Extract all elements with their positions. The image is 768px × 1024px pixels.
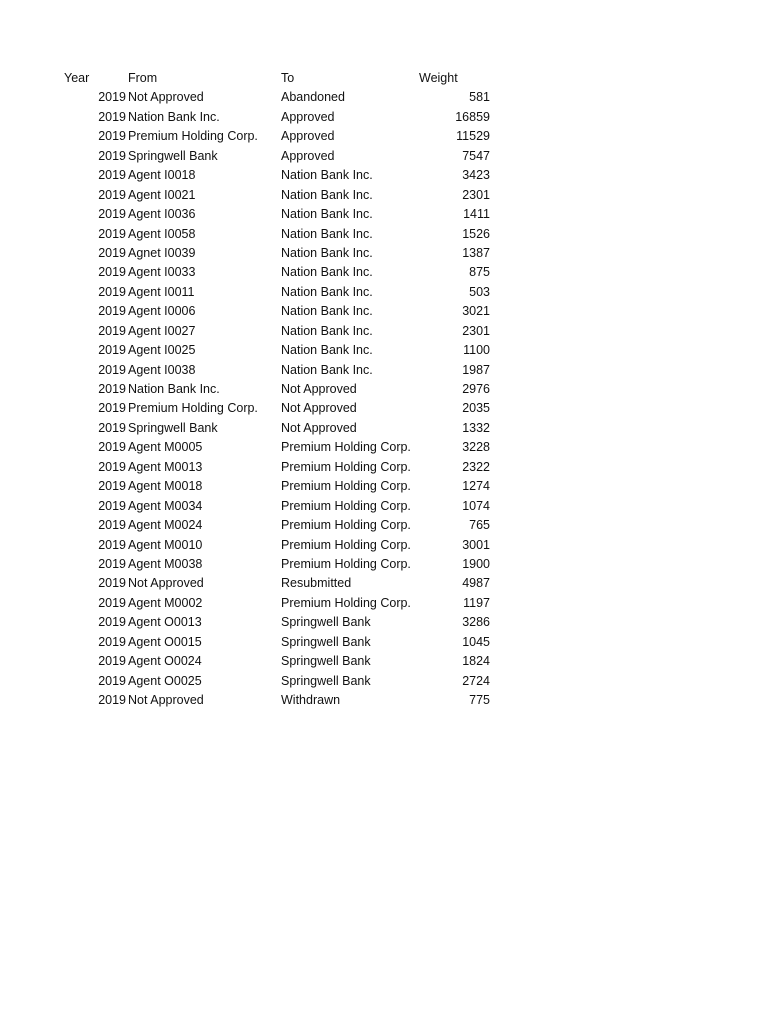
table-row: [64, 438, 504, 457]
cell-to[interactable]: Nation Bank Inc.: [281, 323, 373, 338]
cell-year[interactable]: 2019: [98, 634, 126, 649]
cell-from[interactable]: Agnet I0039: [128, 245, 196, 260]
cell-weight[interactable]: 2035: [462, 401, 490, 416]
cell-weight[interactable]: 1100: [463, 343, 490, 358]
cell-to[interactable]: Withdrawn: [281, 693, 341, 707]
cell-from[interactable]: Agent I0027: [128, 323, 196, 338]
cell-from[interactable]: Agent M0024: [128, 518, 203, 533]
cell-to[interactable]: Springwell Bank: [281, 615, 371, 630]
cell-year[interactable]: 2019: [98, 382, 126, 396]
cell-weight[interactable]: 1274: [462, 479, 490, 494]
cell-from[interactable]: Not Approved: [128, 90, 204, 105]
cell-from[interactable]: Agent I0021: [128, 187, 196, 202]
cell-from[interactable]: Agent M0038: [128, 556, 203, 571]
cell-weight[interactable]: 4987: [462, 576, 490, 591]
cell-weight[interactable]: 1526: [462, 226, 490, 241]
cell-weight[interactable]: 3423: [462, 168, 490, 183]
cell-from[interactable]: Agent M0018: [128, 479, 203, 494]
cell-to[interactable]: Not Approved: [281, 420, 357, 435]
cell-weight[interactable]: 1387: [462, 245, 490, 260]
cell-from[interactable]: Agent M0002: [128, 595, 203, 610]
cell-from[interactable]: Nation Bank Inc.: [128, 109, 220, 124]
cell-from[interactable]: Not Approved: [128, 693, 204, 707]
cell-weight[interactable]: 1332: [462, 420, 490, 435]
table-row: [64, 633, 504, 652]
cell-year[interactable]: 2019: [98, 420, 126, 435]
table-row: [64, 147, 504, 166]
cell-weight[interactable]: 7547: [462, 148, 490, 163]
cell-year[interactable]: 2019: [98, 207, 126, 222]
header-from[interactable]: From: [128, 71, 158, 85]
cell-year[interactable]: 2019: [98, 187, 126, 202]
table-row: [64, 399, 504, 418]
cell-weight[interactable]: 2301: [462, 323, 490, 338]
cell-from[interactable]: Agent M0034: [128, 498, 203, 513]
cell-to[interactable]: Premium Holding Corp.: [281, 498, 411, 513]
table-row: [64, 186, 504, 205]
cell-from[interactable]: Agent I0058: [128, 226, 196, 241]
cell-to[interactable]: Nation Bank Inc.: [281, 304, 373, 319]
cell-year[interactable]: 2019: [98, 109, 126, 124]
cell-year[interactable]: 2019: [98, 343, 126, 358]
cell-from[interactable]: Springwell Bank: [128, 420, 218, 435]
cell-year[interactable]: 2019: [98, 673, 126, 688]
table-row: [64, 225, 504, 244]
cell-year[interactable]: 2019: [98, 498, 126, 513]
table-row: [64, 244, 504, 263]
cell-from[interactable]: Agent O0025: [128, 673, 202, 688]
cell-from[interactable]: Agent I0025: [128, 343, 196, 358]
cell-to[interactable]: Nation Bank Inc.: [281, 265, 373, 280]
table-row: [64, 497, 504, 516]
table-row: [64, 380, 504, 399]
cell-to[interactable]: Nation Bank Inc.: [281, 362, 373, 377]
cell-to[interactable]: Not Approved: [281, 401, 357, 416]
table-row: [64, 322, 504, 341]
cell-to[interactable]: Premium Holding Corp.: [281, 595, 411, 610]
cell-year[interactable]: 2019: [98, 518, 126, 533]
cell-weight[interactable]: 1987: [462, 362, 490, 377]
cell-year[interactable]: 2019: [98, 459, 126, 474]
table-row: [64, 672, 504, 691]
cell-weight[interactable]: 3228: [462, 440, 490, 455]
cell-year[interactable]: 2019: [98, 654, 126, 669]
cell-to[interactable]: Nation Bank Inc.: [281, 187, 373, 202]
cell-year[interactable]: 2019: [98, 265, 126, 280]
cell-weight[interactable]: 1045: [462, 634, 490, 649]
cell-from[interactable]: Agent M0010: [128, 537, 203, 552]
cell-weight[interactable]: 11529: [456, 129, 490, 144]
table-row: [64, 613, 504, 632]
table-row: [64, 419, 504, 438]
table-row: [64, 594, 504, 613]
table-row: [64, 341, 504, 360]
cell-weight[interactable]: 2301: [462, 187, 490, 202]
cell-to[interactable]: Premium Holding Corp.: [281, 440, 411, 455]
table-row: [64, 555, 504, 574]
cell-to[interactable]: Nation Bank Inc.: [281, 343, 373, 358]
cell-from[interactable]: Nation Bank Inc.: [128, 382, 220, 396]
cell-to[interactable]: Nation Bank Inc.: [281, 226, 373, 241]
table-row: [64, 263, 504, 282]
cell-weight[interactable]: 1197: [463, 595, 490, 610]
cell-to[interactable]: Approved: [281, 129, 335, 144]
header-row: [64, 69, 504, 88]
cell-to[interactable]: Nation Bank Inc.: [281, 284, 373, 299]
cell-from[interactable]: Agent O0013: [128, 615, 202, 630]
cell-weight[interactable]: 3286: [462, 615, 490, 630]
cell-to[interactable]: Premium Holding Corp.: [281, 479, 411, 494]
table-row: [64, 127, 504, 146]
cell-to[interactable]: Approved: [281, 109, 335, 124]
cell-from[interactable]: Agent I0033: [128, 265, 196, 280]
cell-weight[interactable]: 2724: [462, 673, 490, 688]
cell-year[interactable]: 2019: [98, 168, 126, 183]
cell-weight[interactable]: 1411: [463, 207, 490, 222]
cell-to[interactable]: Nation Bank Inc.: [281, 207, 373, 222]
cell-weight[interactable]: 1074: [462, 498, 490, 513]
table-row: [64, 166, 504, 185]
table-body: [64, 88, 504, 710]
cell-to[interactable]: Premium Holding Corp.: [281, 518, 411, 533]
header-to[interactable]: To: [281, 71, 295, 85]
cell-from[interactable]: Agent I0018: [128, 168, 196, 183]
cell-from[interactable]: Agent O0024: [128, 654, 202, 669]
table-row: [64, 205, 504, 224]
cell-from[interactable]: Agent M0005: [128, 440, 203, 455]
table-row: [64, 691, 504, 710]
cell-year[interactable]: 2019: [98, 304, 126, 319]
cell-weight[interactable]: 581: [469, 90, 490, 105]
table-row: [64, 302, 504, 321]
cell-year[interactable]: 2019: [98, 479, 126, 494]
table-row: [64, 283, 504, 302]
cell-to[interactable]: Premium Holding Corp.: [281, 556, 411, 571]
cell-year[interactable]: 2019: [98, 615, 126, 630]
cell-weight[interactable]: 3001: [462, 537, 490, 552]
cell-to[interactable]: Approved: [281, 148, 335, 163]
cell-to[interactable]: Not Approved: [281, 382, 357, 396]
cell-from[interactable]: Agent O0015: [128, 634, 202, 649]
cell-year[interactable]: 2019: [98, 401, 126, 416]
cell-year[interactable]: 2019: [98, 284, 126, 299]
cell-year[interactable]: 2019: [98, 595, 126, 610]
cell-year[interactable]: 2019: [98, 129, 126, 144]
header-year[interactable]: Year: [64, 71, 90, 85]
cell-from[interactable]: Agent I0038: [128, 362, 196, 377]
cell-weight[interactable]: 775: [469, 693, 490, 707]
cell-from[interactable]: Agent I0011: [128, 284, 195, 299]
cell-from[interactable]: Premium Holding Corp.: [128, 401, 258, 416]
cell-weight[interactable]: 16859: [455, 109, 490, 124]
cell-year[interactable]: 2019: [98, 362, 126, 377]
spreadsheet-table: [64, 69, 504, 710]
cell-to[interactable]: Nation Bank Inc.: [281, 168, 373, 183]
cell-from[interactable]: Agent I0036: [128, 207, 196, 222]
table-row: [64, 88, 504, 107]
cell-year[interactable]: 2019: [98, 556, 126, 571]
cell-weight[interactable]: 2976: [462, 382, 490, 396]
cell-weight[interactable]: 1824: [462, 654, 490, 669]
cell-weight[interactable]: 1900: [462, 556, 490, 571]
cell-from[interactable]: Agent I0006: [128, 304, 196, 319]
table-row: [64, 458, 504, 477]
table-row: [64, 361, 504, 380]
table-row: [64, 516, 504, 535]
cell-to[interactable]: Resubmitted: [281, 576, 352, 591]
cell-to[interactable]: Abandoned: [281, 90, 345, 105]
cell-to[interactable]: Premium Holding Corp.: [281, 537, 411, 552]
cell-from[interactable]: Not Approved: [128, 576, 204, 591]
cell-to[interactable]: Nation Bank Inc.: [281, 245, 373, 260]
table-row: [64, 574, 504, 593]
table-row: [64, 108, 504, 127]
cell-to[interactable]: Premium Holding Corp.: [281, 459, 411, 474]
cell-year[interactable]: 2019: [98, 245, 126, 260]
cell-from[interactable]: Springwell Bank: [128, 148, 218, 163]
cell-weight[interactable]: 2322: [462, 459, 490, 474]
cell-year[interactable]: 2019: [98, 693, 126, 707]
table-row: [64, 652, 504, 671]
cell-weight[interactable]: 875: [469, 265, 490, 280]
cell-weight[interactable]: 765: [469, 518, 490, 533]
cell-year[interactable]: 2019: [98, 90, 126, 105]
cell-year[interactable]: 2019: [98, 576, 126, 591]
table-row: [64, 477, 504, 496]
table-row: [64, 536, 504, 555]
cell-year[interactable]: 2019: [98, 148, 126, 163]
cell-to[interactable]: Springwell Bank: [281, 634, 371, 649]
cell-weight[interactable]: 503: [469, 284, 490, 299]
cell-to[interactable]: Springwell Bank: [281, 654, 371, 669]
cell-from[interactable]: Agent M0013: [128, 459, 203, 474]
cell-from[interactable]: Premium Holding Corp.: [128, 129, 258, 144]
cell-weight[interactable]: 3021: [462, 304, 490, 319]
cell-year[interactable]: 2019: [98, 323, 126, 338]
cell-year[interactable]: 2019: [98, 537, 126, 552]
cell-year[interactable]: 2019: [98, 226, 126, 241]
cell-to[interactable]: Springwell Bank: [281, 673, 371, 688]
header-weight[interactable]: Weight: [419, 71, 458, 85]
cell-year[interactable]: 2019: [98, 440, 126, 455]
